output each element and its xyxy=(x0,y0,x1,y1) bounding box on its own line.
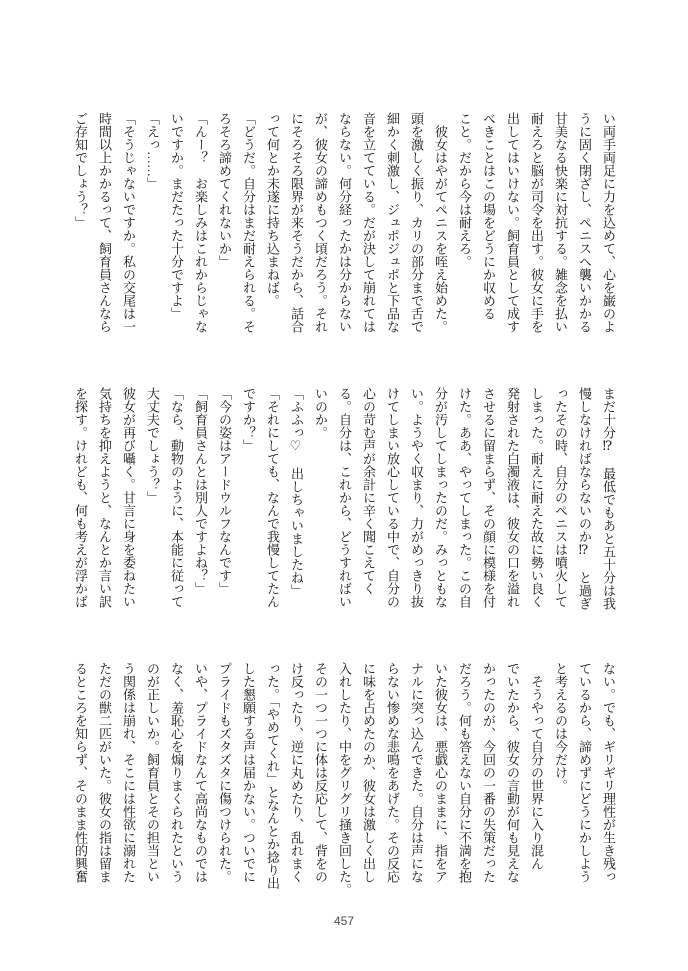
text-column: 心の苛む声が余計に辛く聞こえてく xyxy=(361,387,376,595)
text-column: って何とか未遂に持ち込まねば。 xyxy=(265,112,280,307)
text-column: るところを知らず、そのまま性的興奮 xyxy=(73,662,88,883)
page-number: 457 xyxy=(333,914,355,928)
text-column: いや、プライドなんて高尚なものでは xyxy=(193,662,208,883)
text-column: う関係は崩れ、そこには性欲に溺れた xyxy=(121,662,136,883)
text-column: 時間以上かかるって、飼育員さんなら xyxy=(97,112,112,333)
text-column: プライドもズタズタに傷つけられた。 xyxy=(217,662,232,883)
text-column: 「そうじゃないですか。私の交尾は一 xyxy=(121,112,136,333)
text-column: る。自分は、これから、どうすればい xyxy=(337,387,352,608)
text-column: 耐えろと脳が司令を出す。彼女に手を xyxy=(529,112,544,333)
text-column: 細かく刺激し、ジュポジュポと下品な xyxy=(385,112,400,333)
text-column: しまった。耐えに耐えた故に勢い良く xyxy=(529,387,544,608)
text-column: 頭を激しく振り、カリの部分まで舌で xyxy=(409,112,424,333)
text-column: にそろそろ限界が来そうだから、話合 xyxy=(289,112,304,333)
text-column: 大丈夫でしょう？」 xyxy=(145,387,160,504)
text-column: と考えるのは今だけ。 xyxy=(553,662,568,792)
text-column: けた。ああ、やってしまった。この自 xyxy=(457,387,472,608)
text-column: 彼女はやがてペニスを咥え始めた。 xyxy=(433,112,448,333)
text-column: らない惨めな悲鳴をあげた。その反応 xyxy=(385,662,400,883)
text-column: した懇願する声は届かない。ついでに xyxy=(241,662,256,883)
text-column: 「それにしても、なんで我慢してたん xyxy=(265,387,280,608)
text-column: ならない。何分経ったかは分からない xyxy=(337,112,352,333)
text-column: 発射された白濁液は、彼女の口を溢れ xyxy=(505,387,520,608)
text-column: った。「やめてくれ」となんとか捻り出 xyxy=(265,662,280,890)
text-column: 慢しなければならないのか⁉ と過ぎ xyxy=(577,387,592,610)
text-column: を探す。けれども、何も考えが浮かば xyxy=(73,387,88,608)
text-column: させるに留まらず、その顔に模様を付 xyxy=(481,387,496,608)
text-column: 入れしたり、中をグリグリ掻き回した。 xyxy=(337,662,352,896)
text-column: その一つ一つに体は反応して、背をの xyxy=(313,662,328,883)
text-column: かったのが、今回の一番の失策だった xyxy=(481,662,496,883)
text-column: 分が汚してしまったのだ。みっともな xyxy=(433,387,448,608)
text-block-top xyxy=(68,112,620,352)
text-column: け反ったり、逆に丸めたり、乱れまく xyxy=(289,662,304,883)
text-column: ただの獣二匹がいた。彼女の指は留ま xyxy=(97,662,112,883)
text-column: 彼女が再び囁く。甘言に身を委ねたい xyxy=(121,387,136,608)
text-column: が、彼女の諦めもつく頃だろう。それ xyxy=(313,112,328,333)
text-column: 「今の姿はアードウルフなんです」 xyxy=(217,387,232,595)
text-column: 出してはいけない。飼育員として成す xyxy=(505,112,520,333)
text-column: 「なら、動物のように、本能に従って xyxy=(169,387,184,608)
text-column: ったその時、自分のペニスは噴火して xyxy=(553,387,568,608)
text-block-middle xyxy=(68,387,620,627)
text-column: ない。でも、ギリギリ理性が生き残っ xyxy=(601,662,616,883)
text-column: なく、羞恥心を煽りまくられたという xyxy=(169,662,184,883)
text-column: ですか？」 xyxy=(241,387,256,452)
text-column: でいたから、彼女の言動が何も見えな xyxy=(505,662,520,883)
text-column: いた彼女は、悪戯心のままに、指をア xyxy=(433,662,448,883)
text-column: まだ十分⁉ 最低でもあと五十分は我 xyxy=(601,387,616,610)
text-column: こと。だから今は耐えろ。 xyxy=(457,112,472,268)
text-column: い。ようやく収まり、力がめっきり抜 xyxy=(409,387,424,608)
text-column: べきことはこの場をどうにか収める xyxy=(481,112,496,320)
text-column: のが正しいか。飼育員とその担当とい xyxy=(145,662,160,883)
text-column: ご存知でしょう？」 xyxy=(73,112,88,229)
text-column: 甘美なる快楽に対抗する。雑念を払い xyxy=(553,112,568,333)
text-column: いですか。まだたった十分ですよ」 xyxy=(169,112,184,320)
text-column: ナルに突っ込んできた。自分は声にな xyxy=(409,662,424,883)
text-column: だろう。何も答えない自分に不満を抱 xyxy=(457,662,472,883)
text-column: 「ふふっ♡ 出しちゃいましたね」 xyxy=(289,387,304,597)
text-block-bottom xyxy=(68,662,620,902)
text-column: い両手両足に力を込めて、心を巌のよ xyxy=(601,112,616,333)
text-column: そうやって自分の世界に入り混ん xyxy=(529,662,544,870)
text-column: 「んー？ お楽しみはこれからじゃな xyxy=(193,112,208,333)
text-column: 「えっ……」 xyxy=(145,112,160,190)
text-column: いのか。 xyxy=(313,387,328,439)
text-column: 「どうだ。自分はまだ耐えられる。そ xyxy=(241,112,256,333)
text-column: に味を占めたのか、彼女は激しく出し xyxy=(361,662,376,883)
text-column: ろそろ諦めてくれないか」 xyxy=(217,112,232,268)
text-column: 気持ちを抑えようと、なんとか言い訳 xyxy=(97,387,112,608)
text-column: ているから、諦めずにどうにかしよう xyxy=(577,662,592,883)
text-column: 「飼育員さんとは別人ですよね？」 xyxy=(193,387,208,595)
text-column: 音を立てている。だが決して崩れては xyxy=(361,112,376,333)
text-column: うに固く閉ざし、ペニスへ襲いかかる xyxy=(577,112,592,333)
text-column: けてしまい放心している中で、自分の xyxy=(385,387,400,608)
